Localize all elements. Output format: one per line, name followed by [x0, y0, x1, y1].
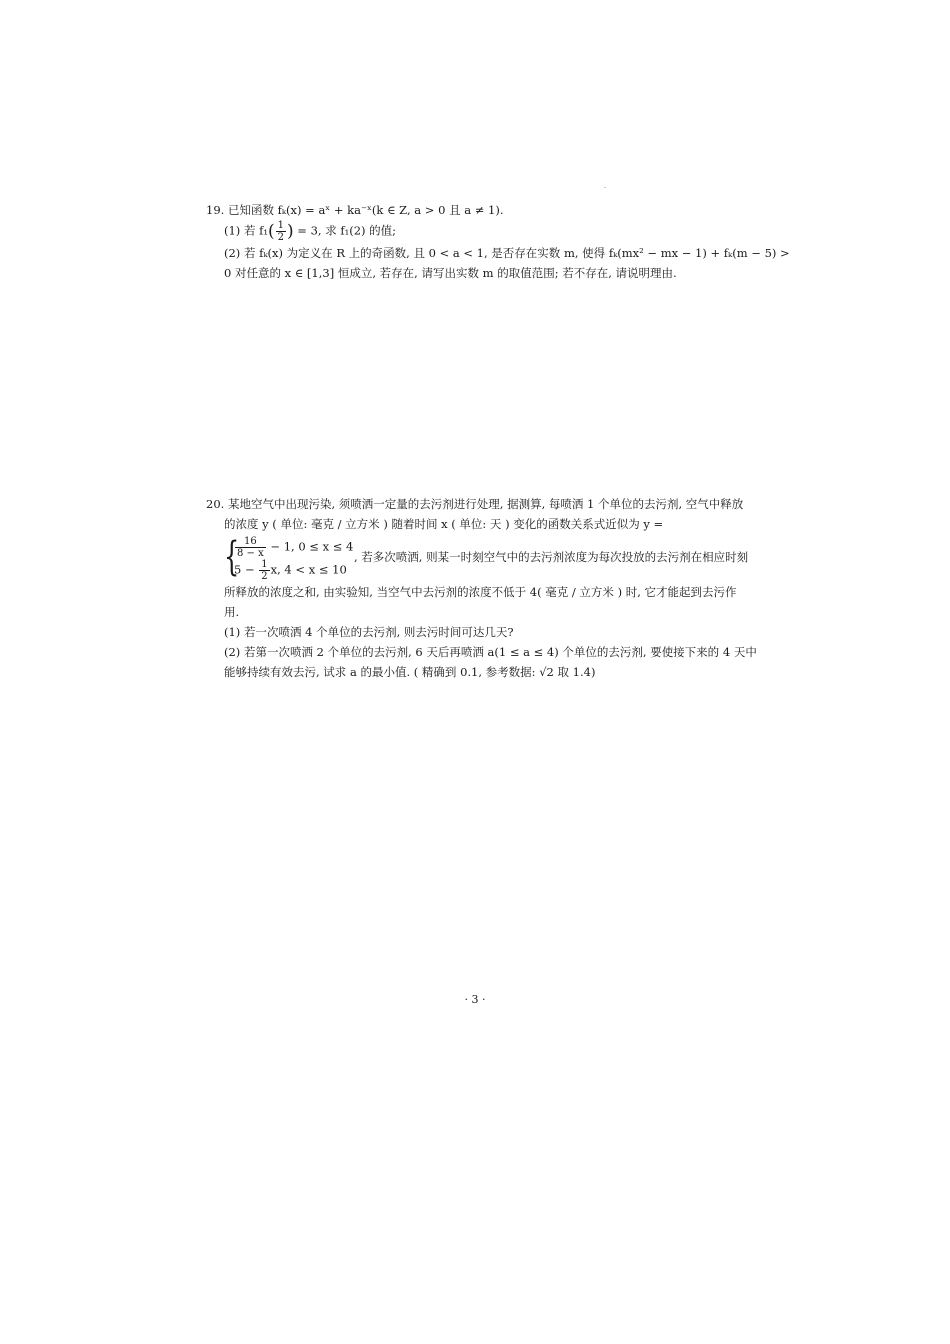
q20-part2-line2: 能够持续有效去污, 试求 a 的最小值. ( 精确到 0.1, 参考数据: √2 取 1.4) — [224, 665, 596, 679]
q20-piecewise-function — [224, 534, 749, 582]
page-number: · 3 · — [464, 993, 486, 1006]
case1-frac-num: 16 — [235, 536, 266, 548]
q20-stem-line2: 的浓度 y ( 单位: 毫克 / 立方米 ) 随着时间 x ( 单位: 天 ) 变化的函数关系式近似为 y = — [224, 517, 664, 531]
case1-rest: − 1, 0 ≤ x ≤ 4 — [266, 539, 354, 554]
q19-stem: 19. 已知函数 fₖ(x) = aˣ + ka⁻ˣ(k ∈ Z, a > 0 且 a ≠ 1). — [206, 203, 504, 217]
question-19 — [206, 200, 790, 283]
q20-after-cases: , 若多次喷洒, 则某一时刻空气中的去污剂浓度为每次投放的去污剂在相应时刻 — [354, 550, 749, 564]
q20-stem-line5: 用. — [224, 605, 240, 619]
q19-part1-post: = 3, 求 f₁(2) 的值; — [293, 223, 397, 238]
q19-part1-pre: (1) 若 f₁ — [224, 223, 268, 238]
case2-frac-num: 1 — [261, 559, 268, 570]
q20-case-2 — [234, 559, 347, 582]
q20-stem-line1: 20. 某地空气中出现污染, 须喷洒一定量的去污剂进行处理, 据测算, 每喷洒 1 个单位的去污剂, 空气中释放 — [206, 497, 744, 511]
q20-stem-line4: 所释放的浓度之和, 由实验知, 当空气中去污剂的浓度不低于 4( 毫克 / 立方米 ) 时, 它才能起到去污作 — [224, 585, 737, 599]
case1-frac-den: 8 − x — [237, 548, 264, 559]
q19-part2-line1: (2) 若 fₖ(x) 为定义在 R 上的奇函数, 且 0 < a < 1, 是否存在实数 m, 使得 fₖ(mx² − mx − 1) + fₖ(m − 5) > — [224, 246, 790, 260]
left-brace: { — [224, 534, 240, 580]
q20-case-1 — [234, 536, 353, 559]
q19-frac-den: 2 — [277, 232, 284, 243]
case2-pre: 5 − — [234, 562, 259, 577]
q19-part1: (1) 若 f₁( $\frac{1}{2}$ ) = 3, 求 f₁(2) 的值; — [224, 220, 397, 243]
scan-speck — [604, 187, 606, 188]
q19-fraction — [276, 220, 286, 243]
q19-frac-num: 1 — [277, 220, 284, 231]
q20-part2-line1: (2) 若第一次喷洒 2 个单位的去污剂, 6 天后再喷洒 a(1 ≤ a ≤ 4) 个单位的去污剂, 要使接下来的 4 天中 — [224, 645, 757, 659]
q20-part1: (1) 若一次喷洒 4 个单位的去污剂, 则去污时间可达几天? — [224, 625, 514, 639]
question-20 — [206, 494, 757, 682]
case2-rest: x, 4 < x ≤ 10 — [270, 562, 347, 577]
q19-part2-line2: 0 对任意的 x ∈ [1,3] 恒成立, 若存在, 请写出实数 m 的取值范围; 若不存在, 请说明理由. — [224, 266, 677, 280]
case2-frac-den: 2 — [261, 571, 268, 582]
